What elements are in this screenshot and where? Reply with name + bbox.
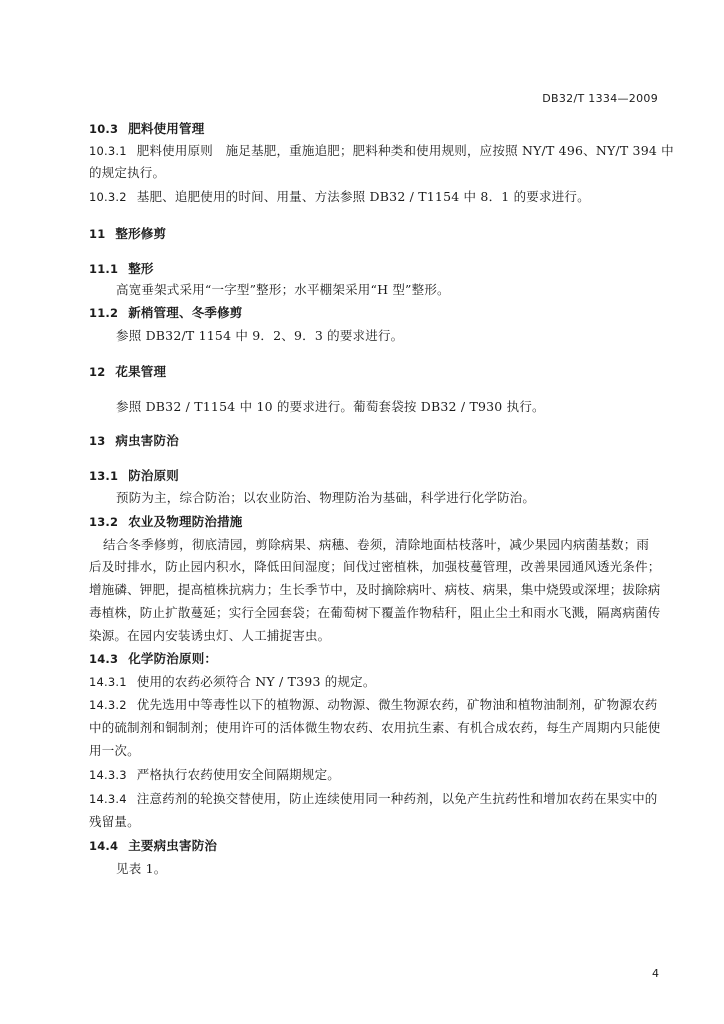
- clause-text: 严格执行农药使用安全间隔期规定。: [136, 767, 340, 782]
- section-title: 花果管理: [115, 364, 167, 379]
- clause-10-3-2: [89, 189, 660, 205]
- section-number: 11: [89, 227, 106, 241]
- clause-number: 10.3.2: [89, 190, 127, 204]
- section-number: 14.4: [89, 839, 119, 853]
- paragraph-line: 的规定执行。: [89, 165, 166, 180]
- clause-14-3-1: [89, 674, 660, 690]
- paragraph-line: 参照 DB32 / T1154 中 10 的要求进行。葡萄套袋按 DB32 / T930 执行。: [116, 399, 545, 414]
- section-title: 整形修剪: [115, 226, 167, 241]
- section-10-3-heading: [89, 121, 660, 137]
- clause-number: 14.3.4: [89, 792, 127, 806]
- paragraph-line: 毒植株，防止扩散蔓延；实行全园套袋；在葡萄树下覆盖作物秸秆，阻止尘土和雨水飞溅，隔离病菌传: [89, 605, 661, 620]
- section-13-2-heading: [89, 514, 660, 530]
- clause-number: 14.3.3: [89, 768, 127, 782]
- paragraph-line: 高宽垂架式采用“一字型”整形；水平棚架采用“H 型”整形。: [116, 282, 450, 297]
- section-title: 病虫害防治: [115, 433, 179, 448]
- paragraph-line: 见表 1。: [116, 861, 167, 876]
- section-title: 整形: [128, 261, 154, 276]
- section-title: 新梢管理、冬季修剪: [128, 305, 243, 320]
- section-title: 化学防治原则：: [128, 651, 218, 666]
- paragraph-line: 染源。在园内安装诱虫灯、人工捕捉害虫。: [89, 628, 331, 643]
- section-number: 13.2: [89, 515, 119, 529]
- clause-text: 使用的农药必须符合 NY / T393 的规定。: [136, 674, 376, 689]
- section-number: 12: [89, 365, 106, 379]
- clause-14-3-4: [89, 791, 660, 807]
- section-13-heading: [89, 433, 660, 449]
- clause-number: 14.3.1: [89, 675, 127, 689]
- clause-text: 优先选用中等毒性以下的植物源、动物源、微生物源农药，矿物油和植物油制剂，矿物源农药: [136, 697, 658, 712]
- section-title: 农业及物理防治措施: [128, 514, 243, 529]
- clause-text: 肥料使用原则 施足基肥，重施追肥；肥料种类和使用规则，应按照 NY/T 496、NY/T 394 中: [136, 143, 674, 158]
- paragraph-line: 参照 DB32/T 1154 中 9．2、9．3 的要求进行。: [116, 328, 404, 343]
- section-number: 13: [89, 434, 106, 448]
- section-title: 防治原则: [128, 468, 179, 483]
- section-number: 11.2: [89, 306, 119, 320]
- section-11-1-heading: [89, 261, 660, 277]
- section-14-3-heading: [89, 651, 660, 667]
- section-12-heading: [89, 364, 660, 380]
- section-title: 肥料使用管理: [128, 121, 205, 136]
- section-number: 13.1: [89, 469, 119, 483]
- paragraph-line: 后及时排水，防止园内积水，降低田间湿度；间伐过密植株，加强枝蔓管理，改善果园通风透光条件；: [89, 559, 661, 574]
- section-number: 14.3: [89, 652, 119, 666]
- section-13-1-heading: [89, 468, 660, 484]
- standard-code: DB32/T 1334—2009: [542, 92, 658, 105]
- section-11-2-heading: [89, 305, 660, 321]
- clause-number: 14.3.2: [89, 698, 127, 712]
- clause-10-3-1: [89, 143, 674, 159]
- paragraph-line: 中的硫制剂和铜制剂；使用许可的活体微生物农药、农用抗生素、有机合成农药，每生产周期内只能使: [89, 720, 661, 735]
- section-14-4-heading: [89, 838, 660, 854]
- clause-14-3-2: [89, 697, 660, 713]
- paragraph-line: 残留量。: [89, 814, 140, 829]
- clause-text: 注意药剂的轮换交替使用，防止连续使用同一种药剂，以免产生抗药性和增加农药在果实中的: [136, 791, 658, 806]
- paragraph-line: 增施磷、钾肥，提高植株抗病力；生长季节中，及时摘除病叶、病枝、病果，集中烧毁或深埋；拔除病: [89, 582, 661, 597]
- clause-14-3-3: [89, 767, 660, 783]
- clause-text: 基肥、追肥使用的时间、用量、方法参照 DB32 / T1154 中 8．1 的要求进行。: [136, 189, 590, 204]
- section-number: 11.1: [89, 262, 119, 276]
- section-11-heading: [89, 226, 660, 242]
- page-number: 4: [652, 967, 659, 980]
- clause-number: 10.3.1: [89, 144, 127, 158]
- section-title: 主要病虫害防治: [128, 838, 218, 853]
- paragraph-line: 预防为主，综合防治；以农业防治、物理防治为基础，科学进行化学防治。: [116, 490, 536, 505]
- paragraph-line: 用一次。: [89, 743, 140, 758]
- section-number: 10.3: [89, 122, 119, 136]
- paragraph-line: 结合冬季修剪，彻底清园，剪除病果、病穗、卷须，清除地面枯枝落叶，减少果园内病菌基数；雨: [103, 537, 650, 552]
